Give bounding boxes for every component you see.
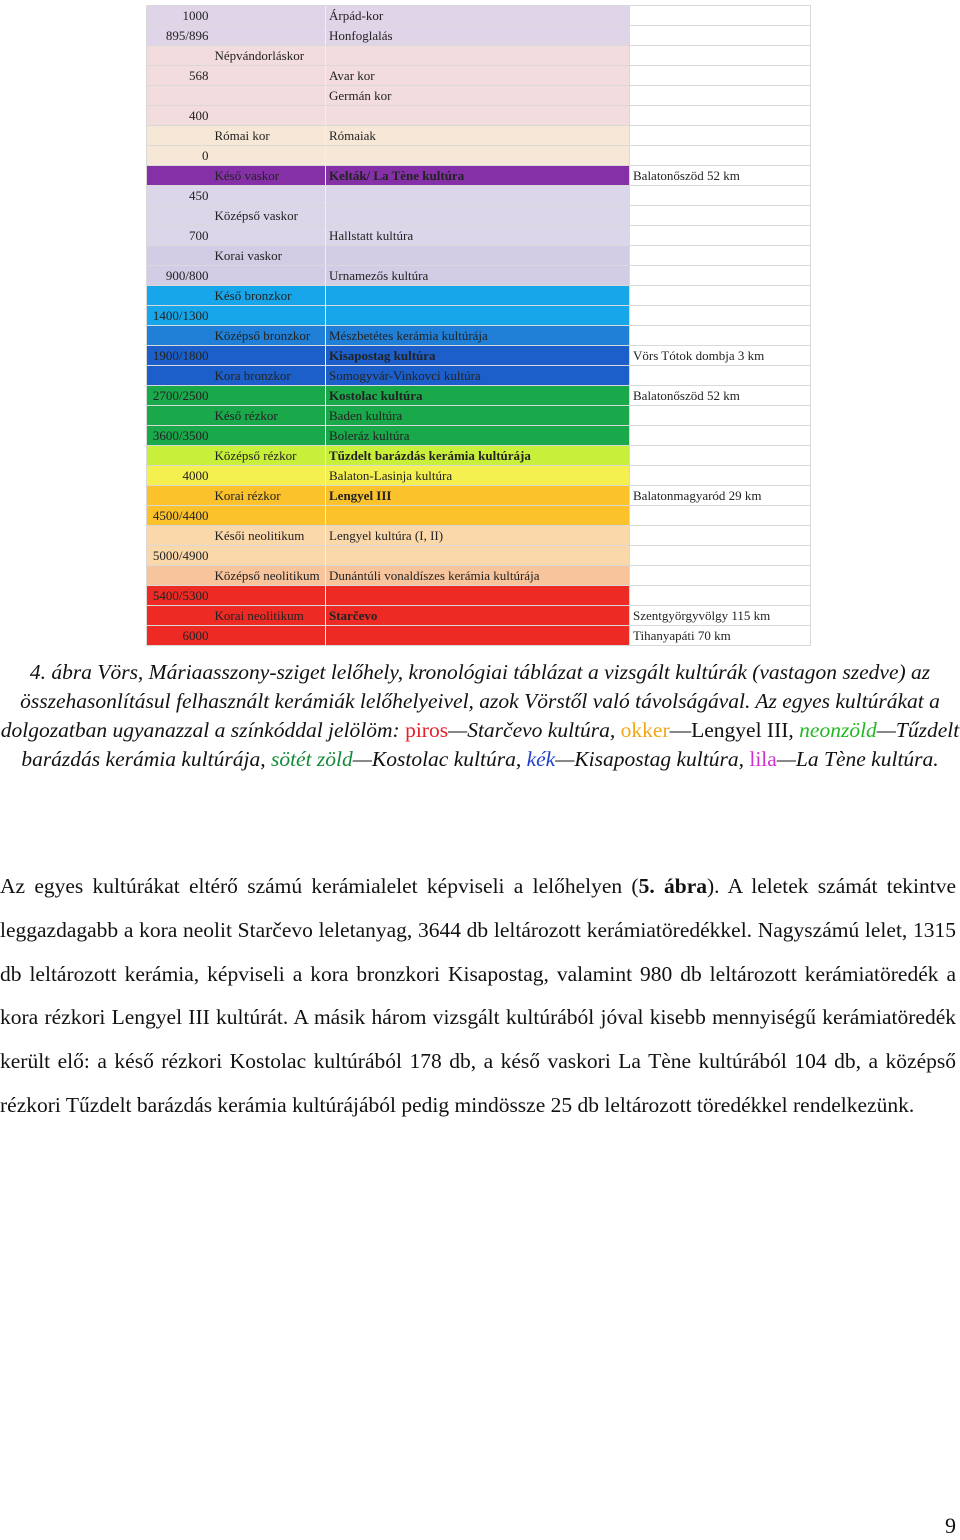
date-cell: 450: [147, 186, 212, 206]
site-distance-cell: [630, 126, 811, 146]
site-distance-cell: [630, 406, 811, 426]
chronology-row: [147, 246, 811, 266]
chronology-row: [147, 386, 811, 406]
period-cell: [212, 186, 326, 206]
chronology-row: [147, 526, 811, 546]
culture-cell: [326, 106, 630, 126]
date-cell: 5000/4900: [147, 546, 212, 566]
site-distance-cell: [630, 566, 811, 586]
site-distance-cell: [630, 226, 811, 246]
culture-cell: Hallstatt kultúra: [326, 226, 630, 246]
period-cell: [212, 346, 326, 366]
culture-cell: [326, 506, 630, 526]
culture-cell: Mészbetétes kerámia kultúrája: [326, 326, 630, 346]
date-cell: 400: [147, 106, 212, 126]
chronology-row: [147, 226, 811, 246]
culture-cell: Lengyel III: [326, 486, 630, 506]
chronology-row: [147, 6, 811, 26]
site-distance-cell: [630, 146, 811, 166]
date-cell: [147, 566, 212, 586]
culture-cell: Baden kultúra: [326, 406, 630, 426]
site-distance-cell: [630, 446, 811, 466]
period-cell: Népvándorláskor: [212, 46, 326, 66]
caption-text: Vörs, Máriaasszony-sziget lelőhely, kronológiai táblázat a vizsgált kultúrák (vastagon szedve) az összehasonlításul felhasznált kerámiák lelőhelyeivel, azok Vörstől való távolságával. Az egyes kultúrákat a dolgozatban ugyanazzal a színkóddal jelölöm:: [0, 660, 940, 742]
period-cell: Középső neolitikum: [212, 566, 326, 586]
period-cell: [212, 26, 326, 46]
culture-cell: Honfoglalás: [326, 26, 630, 46]
chronology-row: [147, 166, 811, 186]
date-cell: 4000: [147, 466, 212, 486]
period-cell: [212, 506, 326, 526]
date-cell: [147, 486, 212, 506]
culture-cell: Boleráz kultúra: [326, 426, 630, 446]
chronology-row: [147, 66, 811, 86]
period-cell: [212, 306, 326, 326]
culture-cell: Avar kor: [326, 66, 630, 86]
caption-dark-text: —Kostolac kultúra,: [352, 747, 522, 771]
chronology-row: [147, 446, 811, 466]
caption-blue-word: kék: [526, 747, 556, 771]
chronology-row: [147, 46, 811, 66]
site-distance-cell: [630, 46, 811, 66]
date-cell: 900/800: [147, 266, 212, 286]
site-distance-cell: [630, 366, 811, 386]
chronology-row: [147, 286, 811, 306]
chronology-table: [146, 5, 811, 646]
caption-lead: 4. ábra: [29, 660, 92, 684]
chronology-row: [147, 306, 811, 326]
period-cell: Korai rézkor: [212, 486, 326, 506]
chronology-row: [147, 406, 811, 426]
body-text-a: Az egyes kultúrákat eltérő számú kerámialelet képviseli a lelőhelyen (: [0, 874, 639, 898]
culture-cell: Kostolac kultúra: [326, 386, 630, 406]
caption-lila-word: lila: [749, 747, 777, 771]
figure-reference: 5. ábra: [638, 874, 707, 898]
body-text-b: ). A leletek számát tekintve leggazdagabb a kora neolit Starčevo leletanyag, 3644 db leltározott kerámiatöredékkel. Nagyszámú lelet, 1315 db leltározott kerámia, képviseli a kora bronzkori Kisapostag, valamint 980 db leltározott kerámiatöredék a kora rézkori Lengyel III kultúrát. A másik három vizsgált kultúrából jóval kisebb mennyiségű kerámiatöredék került elő: a késő rézkori Kostolac kultúrából 178 db, a késő vaskori La Tène kultúrából 104 db, a középső rézkori Tűzdelt barázdás kerámia kultúrájából pedig mindössze 25 db leltározott töredékkel rendelkezünk.: [0, 874, 957, 1117]
chronology-row: [147, 546, 811, 566]
period-cell: [212, 86, 326, 106]
period-cell: [212, 226, 326, 246]
period-cell: Késő bronzkor: [212, 286, 326, 306]
period-cell: Késő vaskor: [212, 166, 326, 186]
period-cell: [212, 266, 326, 286]
culture-cell: Urnamezős kultúra: [326, 266, 630, 286]
culture-cell: Germán kor: [326, 86, 630, 106]
site-distance-cell: Vörs Tótok dombja 3 km: [630, 346, 811, 366]
culture-cell: Somogyvár-Vinkovci kultúra: [326, 366, 630, 386]
caption-red-word: piros: [405, 718, 449, 742]
period-cell: [212, 6, 326, 26]
chronology-row: [147, 486, 811, 506]
site-distance-cell: [630, 206, 811, 226]
chronology-row: [147, 26, 811, 46]
site-distance-cell: [630, 306, 811, 326]
date-cell: 3600/3500: [147, 426, 212, 446]
site-distance-cell: [630, 66, 811, 86]
caption-dark-word: sötét zöld: [270, 747, 353, 771]
culture-cell: Lengyel kultúra (I, II): [326, 526, 630, 546]
culture-cell: [326, 586, 630, 606]
site-distance-cell: [630, 526, 811, 546]
chronology-row: [147, 106, 811, 126]
period-cell: [212, 386, 326, 406]
caption-neon-word: neonzöld: [799, 718, 877, 742]
caption-red-text: —Starčevo kultúra,: [448, 718, 616, 742]
date-cell: [147, 166, 212, 186]
site-distance-cell: [630, 266, 811, 286]
caption-ochre-text: —Lengyel III,: [669, 718, 794, 742]
site-distance-cell: [630, 326, 811, 346]
period-cell: Késő rézkor: [212, 406, 326, 426]
period-cell: Középső bronzkor: [212, 326, 326, 346]
period-cell: [212, 546, 326, 566]
chronology-row: [147, 606, 811, 626]
date-cell: [147, 126, 212, 146]
date-cell: 5400/5300: [147, 586, 212, 606]
date-cell: [147, 406, 212, 426]
date-cell: [147, 206, 212, 226]
date-cell: 0: [147, 146, 212, 166]
culture-cell: [326, 46, 630, 66]
culture-cell: [326, 206, 630, 226]
site-distance-cell: Balatonmagyaród 29 km: [630, 486, 811, 506]
culture-cell: [326, 246, 630, 266]
date-cell: 568: [147, 66, 212, 86]
site-distance-cell: [630, 506, 811, 526]
date-cell: [147, 366, 212, 386]
site-distance-cell: [630, 546, 811, 566]
site-distance-cell: [630, 86, 811, 106]
date-cell: [147, 286, 212, 306]
period-cell: [212, 66, 326, 86]
culture-cell: Dunántúli vonaldíszes kerámia kultúrája: [326, 566, 630, 586]
chronology-row: [147, 126, 811, 146]
period-cell: [212, 426, 326, 446]
date-cell: 700: [147, 226, 212, 246]
chronology-row: [147, 506, 811, 526]
period-cell: Korai neolitikum: [212, 606, 326, 626]
date-cell: 4500/4400: [147, 506, 212, 526]
caption-blue-text: —Kisapostag kultúra,: [555, 747, 744, 771]
site-distance-cell: [630, 586, 811, 606]
chronology-row: [147, 586, 811, 606]
period-cell: Korai vaskor: [212, 246, 326, 266]
period-cell: Középső rézkor: [212, 446, 326, 466]
site-distance-cell: [630, 26, 811, 46]
culture-cell: [326, 546, 630, 566]
date-cell: 895/896: [147, 26, 212, 46]
period-cell: [212, 106, 326, 126]
period-cell: [212, 466, 326, 486]
caption-ochre-word: okker: [620, 718, 670, 742]
culture-cell: Rómaiak: [326, 126, 630, 146]
period-cell: Kora bronzkor: [212, 366, 326, 386]
chronology-row: [147, 266, 811, 286]
chronology-row: [147, 466, 811, 486]
culture-cell: Kelták/ La Tène kultúra: [326, 166, 630, 186]
chronology-row: [147, 366, 811, 386]
date-cell: [147, 446, 212, 466]
site-distance-cell: [630, 246, 811, 266]
site-distance-cell: [630, 286, 811, 306]
date-cell: 1000: [147, 6, 212, 26]
culture-cell: Starčevo: [326, 606, 630, 626]
date-cell: [147, 526, 212, 546]
chronology-row: [147, 626, 811, 646]
period-cell: Késői neolitikum: [212, 526, 326, 546]
chronology-row: [147, 426, 811, 446]
site-distance-cell: Balatonőszöd 52 km: [630, 166, 811, 186]
site-distance-cell: Szentgyörgyvölgy 115 km: [630, 606, 811, 626]
chronology-row: [147, 206, 811, 226]
caption-neon-text: —Tűzdelt barázdás kerámia kultúrája,: [21, 718, 960, 771]
site-distance-cell: [630, 6, 811, 26]
chronology-row: [147, 146, 811, 166]
culture-cell: Balaton-Lasinja kultúra: [326, 466, 630, 486]
culture-cell: [326, 626, 630, 646]
culture-cell: [326, 146, 630, 166]
page-number: 9: [945, 1513, 956, 1538]
date-cell: 1400/1300: [147, 306, 212, 326]
body-paragraph: [0, 865, 956, 1128]
date-cell: 1900/1800: [147, 346, 212, 366]
date-cell: [147, 326, 212, 346]
chronology-row: [147, 326, 811, 346]
site-distance-cell: [630, 466, 811, 486]
date-cell: [147, 606, 212, 626]
culture-cell: [326, 186, 630, 206]
culture-cell: Kisapostag kultúra: [326, 346, 630, 366]
date-cell: [147, 46, 212, 66]
culture-cell: [326, 286, 630, 306]
site-distance-cell: [630, 186, 811, 206]
period-cell: [212, 146, 326, 166]
date-cell: 2700/2500: [147, 386, 212, 406]
date-cell: 6000: [147, 626, 212, 646]
chronology-row: [147, 86, 811, 106]
period-cell: [212, 586, 326, 606]
figure-caption: [0, 658, 960, 774]
period-cell: Római kor: [212, 126, 326, 146]
chronology-row: [147, 346, 811, 366]
site-distance-cell: Tihanyapáti 70 km: [630, 626, 811, 646]
date-cell: [147, 246, 212, 266]
period-cell: [212, 626, 326, 646]
date-cell: [147, 86, 212, 106]
period-cell: Középső vaskor: [212, 206, 326, 226]
culture-cell: [326, 306, 630, 326]
site-distance-cell: [630, 426, 811, 446]
chronology-row: [147, 186, 811, 206]
site-distance-cell: [630, 106, 811, 126]
caption-lila-text: —La Tène kultúra.: [776, 747, 939, 771]
site-distance-cell: Balatonőszöd 52 km: [630, 386, 811, 406]
culture-cell: Árpád-kor: [326, 6, 630, 26]
chronology-row: [147, 566, 811, 586]
culture-cell: Tűzdelt barázdás kerámia kultúrája: [326, 446, 630, 466]
